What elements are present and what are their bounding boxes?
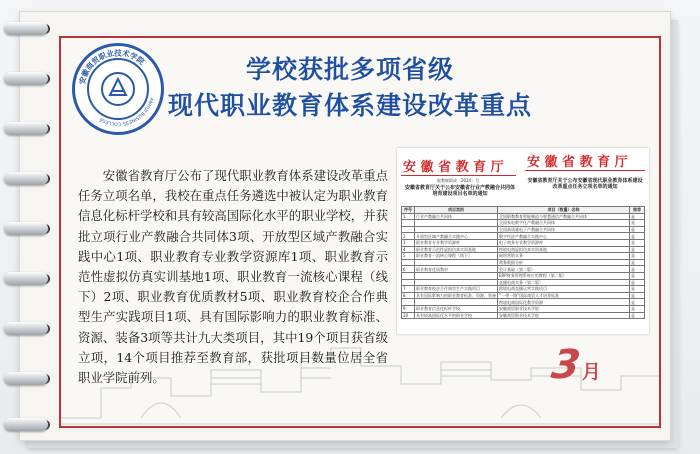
table-cell: 职业教育专业教学资源库: [415, 239, 498, 246]
headline-line-1: 学校获批多项省级: [245, 55, 454, 84]
table-cell: 是: [630, 220, 645, 227]
table-cell: 电子商务专业教学资源库: [498, 239, 630, 246]
table-cell: 直播电商实务（第二版）: [498, 279, 630, 286]
table-row: [402, 279, 645, 286]
table-header-row: [402, 207, 645, 214]
table-cell: 职业教育一流核心课程（线下）: [415, 253, 498, 260]
notice-red-rule: [401, 175, 516, 176]
table-cell: 是: [630, 253, 645, 260]
binder-ring: [4, 122, 48, 135]
binder-ring: [4, 372, 48, 385]
binder-ring: [4, 418, 48, 431]
table-cell: 是: [630, 266, 645, 273]
table-cell: 安徽商贸职业技术学院: [498, 305, 630, 312]
table-row: [402, 305, 645, 312]
table-cell: 1: [402, 213, 415, 220]
notice-red-rule: [525, 170, 645, 171]
month-number: 3: [548, 342, 584, 388]
table-cell: [402, 220, 415, 227]
table-cell: [402, 226, 415, 233]
binder-ring: [4, 172, 48, 185]
table-cell: [415, 226, 498, 233]
table-cell: 是: [630, 226, 645, 233]
table-cell: 是: [630, 305, 645, 312]
table-row: [402, 213, 645, 220]
table-cell: 是: [630, 213, 645, 220]
table-header-cell: 推荐: [630, 207, 645, 214]
table-cell: 全国职教教育智能制造与智慧通信产教融合共同体: [498, 213, 630, 220]
table-cell: 9: [402, 305, 415, 312]
notice-header-right: 安 徽 省 教 育 厅: [527, 155, 628, 170]
table-cell: [402, 259, 415, 266]
notice-table: [401, 206, 645, 319]
table-row: [402, 246, 645, 253]
table-cell: 3: [402, 239, 415, 246]
table-row: [402, 312, 645, 319]
table-cell: 5: [402, 253, 415, 260]
table-cell: [402, 272, 415, 279]
month-badge: [548, 342, 601, 388]
notice-caption-left: 安徽省教育厅关于公布安徽省行业产教融合共同体培育建设项目名单的通知: [405, 185, 516, 197]
table-cell: 安徽商贸职业技术学院: [498, 312, 630, 319]
binder-ring: [4, 222, 48, 235]
table-row: [402, 259, 645, 266]
table-cell: 全国高质量电子产教融合共同体: [498, 226, 630, 233]
table-row: [402, 253, 645, 260]
table-header-cell: 序号: [402, 207, 415, 214]
notice-doc-number: 皖教秘职成〔2024〕号: [437, 178, 480, 183]
table-cell: 职业教育示范性虚拟仿真实训基地: [415, 246, 498, 253]
binder-ring: [4, 272, 48, 285]
table-cell: 是: [630, 239, 645, 246]
table-cell: 是: [630, 279, 645, 286]
table-row: [402, 239, 645, 246]
headline-line-2: 现代职业教育体系建设改革重点: [167, 91, 532, 120]
table-cell: [415, 220, 498, 227]
table-cell: [402, 279, 415, 286]
table-cell: 网络营销实务: [498, 253, 630, 260]
table-cell: [415, 272, 498, 279]
table-cell: [415, 279, 498, 286]
table-cell: 6: [402, 266, 415, 273]
notice-caption-right: 安徽省教育厅关于公布安徽省现代职业教育体系建设改革重点任务立项名单的通知: [527, 178, 643, 190]
table-cell: ERP财务管理系统应用教程（第二版）: [498, 272, 630, 279]
table-row: [402, 233, 645, 240]
table-row: [402, 266, 645, 273]
table-row: [402, 272, 645, 279]
table-cell: 跨境电商虚拟仿真实训基地: [498, 246, 630, 253]
svg-text:ANHUI BUSINESS COLLEGE: ANHUI BUSINESS COLLEGE: [98, 96, 154, 126]
article-body: 安徽省教育厅公布了现代职业教育体系建设改革重点任务立项名单，我校在重点任务遴选中被认定为职业教育信息化标杆学校和具有较高国际化水平的职业学校，并获批立项行业产教融合共同体3项、开放型区域产教融合实践中心1项、职业教育专业教学资源库1项、职业教育示范性虚拟仿真实训基地1项、职业教育一流核心课程（线下）2项、职业教育优质教材5项、职业教育校企合作典型生产实践项目1项、具有国际影响力的职业教育标准、资源、装备3项等共计九大类项目，其中19个项目获省级立项，14个项目推荐至教育部，获批项目数量位居全省职业学院前列。: [78, 168, 388, 386]
table-cell: 数字经济产教融合实践中心: [498, 233, 630, 240]
table-cell: 职业教育校企合作典型生产实践项目: [415, 286, 498, 293]
table-cell: 商务数据分析: [498, 259, 630, 266]
table-cell: 8: [402, 292, 415, 299]
month-unit: 月: [581, 361, 601, 383]
table-cell: 职业教育优质教材: [415, 266, 498, 273]
table-cell: 10: [402, 312, 415, 319]
table-cell: 4: [402, 246, 415, 253]
binder-ring: [4, 22, 48, 35]
table-cell: 2: [402, 233, 415, 240]
table-row: [402, 286, 645, 293]
table-cell: “一带一路”国际商贸人才培养标准: [498, 292, 630, 299]
table-cell: [402, 299, 415, 306]
table-cell: 是: [630, 292, 645, 299]
binder-ring: [4, 322, 48, 335]
table-cell: 7: [402, 286, 415, 293]
table-cell: [415, 259, 498, 266]
official-notice-image: [397, 148, 649, 334]
table-cell: 是: [630, 246, 645, 253]
table-cell: 会计基础（第二版）: [498, 266, 630, 273]
table-cell: 是: [630, 312, 645, 319]
table-cell: 开放型区域产教融合实践中心: [415, 233, 498, 240]
table-cell: 是: [630, 299, 645, 306]
table-cell: [415, 299, 498, 306]
table-cell: 是: [630, 286, 645, 293]
table-cell: 是: [630, 272, 645, 279]
table-cell: 具有国际影响力的职业教育标准、资源、装备: [416, 293, 496, 299]
table-row: [402, 220, 645, 227]
table-row: [402, 226, 645, 233]
table-row: [402, 292, 645, 299]
table-header-cell: 项目（数量）名称: [498, 207, 630, 214]
table-cell: 具有较高国际化水平的职业学校: [415, 312, 498, 319]
table-header-cell: 项目类别: [415, 207, 498, 214]
table-cell: 跨境电商直播运营实践项目: [498, 286, 630, 293]
table-cell: 是: [630, 259, 645, 266]
table-cell: 行业产教融合共同体: [415, 213, 498, 220]
table-cell: 全国家电数字化产教融合共同体: [498, 220, 630, 227]
table-cell: 职业教育信息化标杆学校: [415, 305, 498, 312]
notice-header-left: 安 徽 省 教 育 厅: [403, 160, 504, 175]
table-cell: 跨境电商国际化教学资源: [498, 299, 630, 306]
svg-text:安徽商贸职业技术学院: 安徽商贸职业技术学院: [77, 48, 147, 86]
table-row: [402, 299, 645, 306]
table-cell: 是: [630, 233, 645, 240]
